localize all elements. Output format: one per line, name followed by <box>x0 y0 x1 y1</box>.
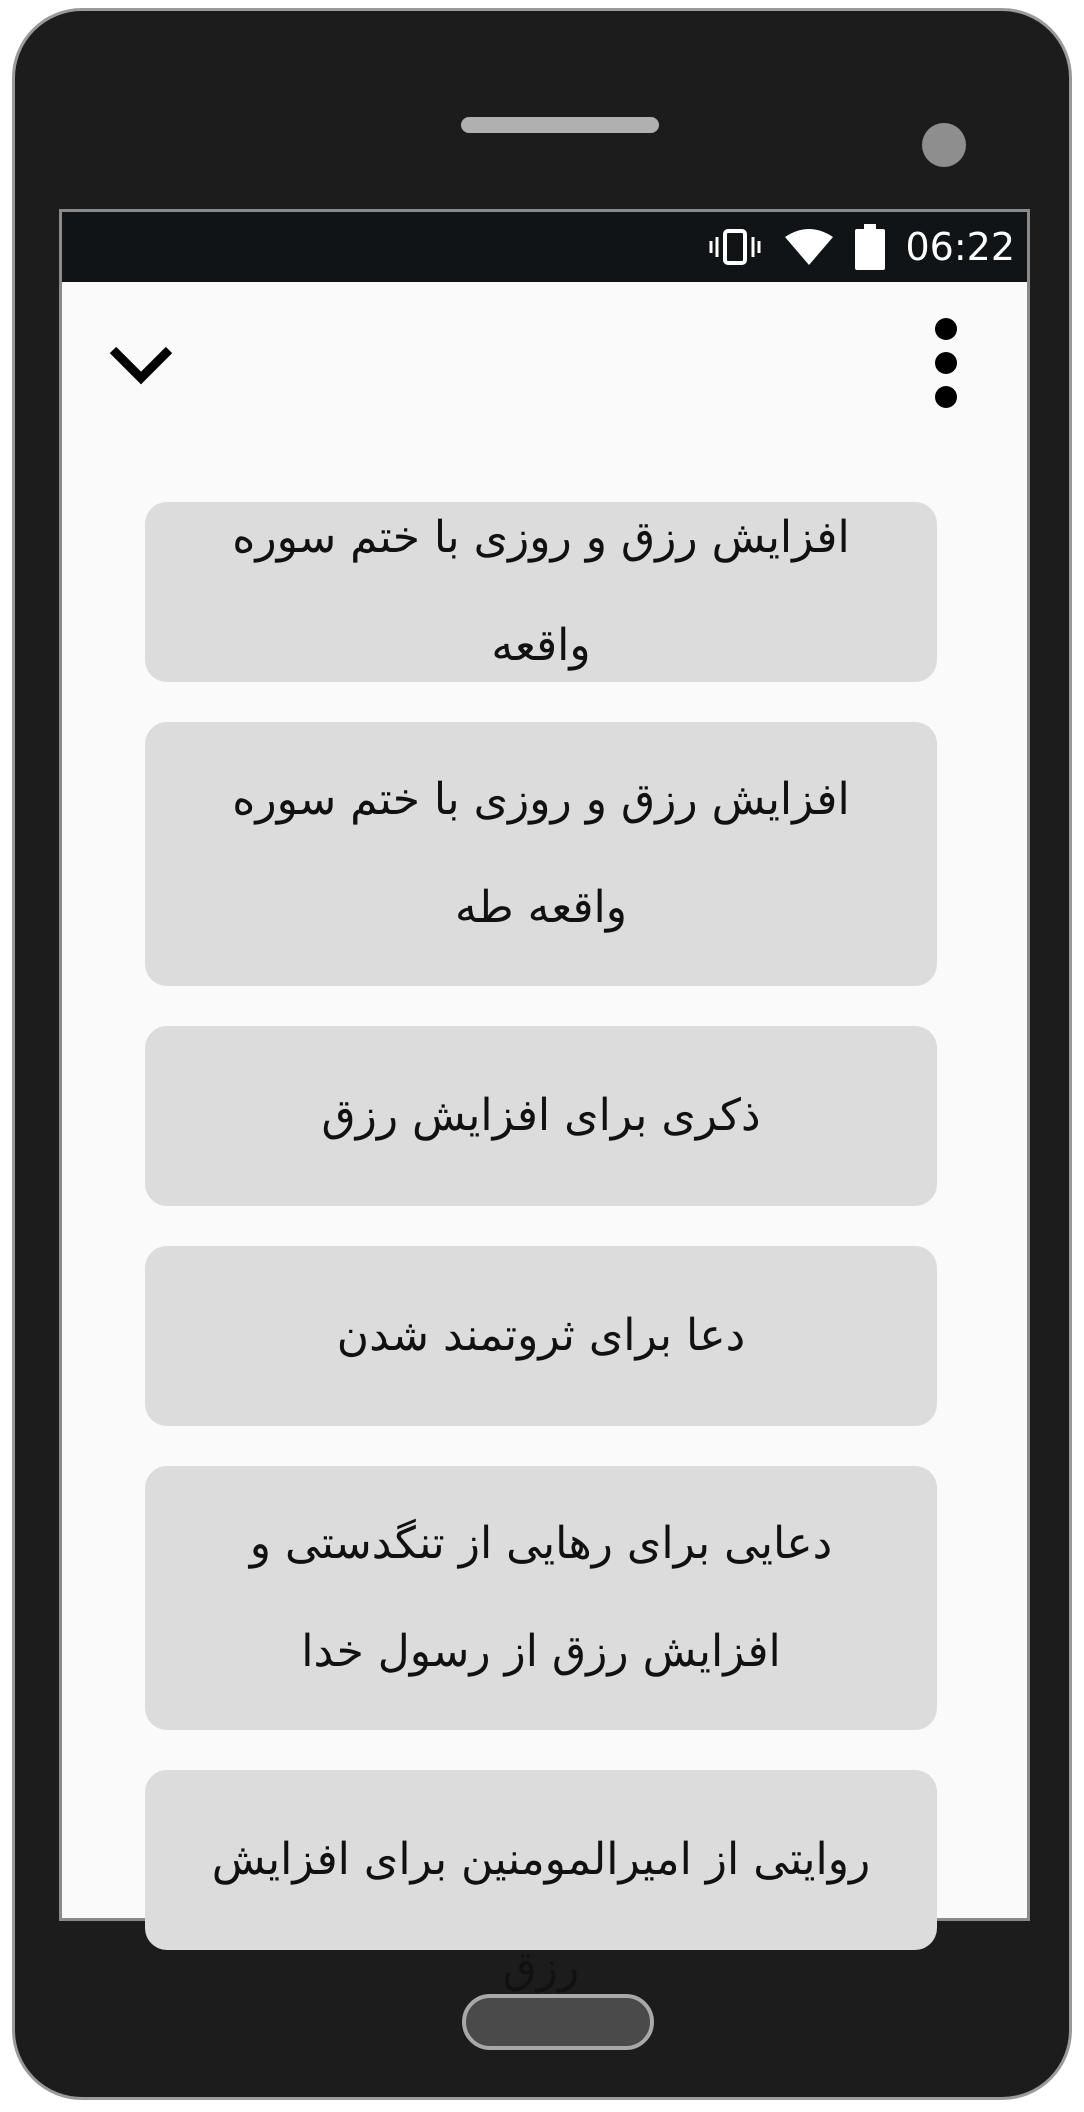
list-item-label: دعا برای ثروتمند شدن <box>336 1310 746 1361</box>
status-bar <box>62 212 1027 282</box>
app-screen <box>59 209 1030 1993</box>
earpiece-speaker <box>461 117 659 133</box>
list-item[interactable] <box>145 502 937 682</box>
list-item-label: افزایش رزق و روزی با ختم سوره واقعه طه <box>232 774 850 933</box>
list-item[interactable] <box>145 722 937 986</box>
wifi-icon <box>783 227 835 267</box>
vibrate-icon <box>707 227 763 267</box>
list-item[interactable] <box>145 1770 937 1993</box>
front-camera <box>922 123 966 167</box>
app-toolbar <box>62 282 1027 432</box>
more-vertical-icon[interactable] <box>935 318 959 420</box>
chevron-down-icon[interactable] <box>107 342 175 394</box>
menu-dot <box>935 318 957 340</box>
menu-dot <box>935 386 957 408</box>
status-time: 06:22 <box>905 225 1015 269</box>
list-item-label: روایتی از امیرالمومنین برای افزایش رزق <box>211 1834 871 1993</box>
list-item[interactable] <box>145 1026 937 1206</box>
list-item[interactable] <box>145 1246 937 1426</box>
list-item[interactable] <box>145 1466 937 1730</box>
list-item-label: دعایی برای رهایی از تنگدستی و افزایش رزق از رسول خدا <box>249 1518 833 1677</box>
battery-icon <box>855 224 885 270</box>
list-item-label: ذکری برای افزایش رزق <box>321 1090 761 1141</box>
menu-dot <box>935 352 957 374</box>
list-item-label: افزایش رزق و روزی با ختم سوره واقعه <box>232 512 850 671</box>
